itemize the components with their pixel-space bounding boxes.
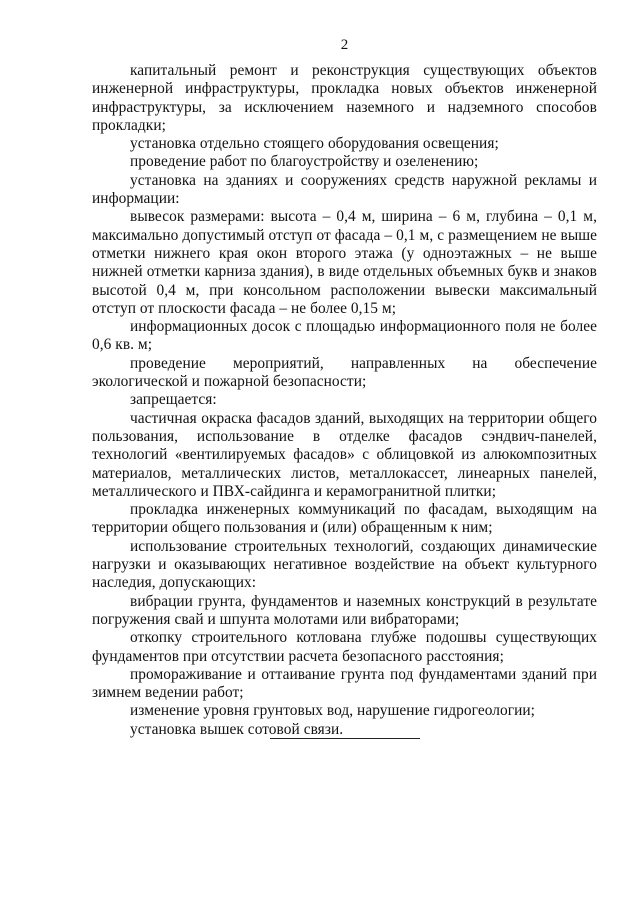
paragraph-excavation: откопку строительного котлована глубже подошвы существующих фундаментов при отсутствии расчета безопасного расстояния; — [92, 629, 597, 665]
paragraph-lighting-equipment: установка отдельно стоящего оборудования освещения; — [130, 135, 499, 153]
paragraph-prohibited-heading: запрещается: — [130, 391, 217, 409]
page-number: 2 — [340, 37, 349, 53]
paragraph-safety-measures: проведение мероприятий, направленных на обеспечение экологической и пожарной безопасности; — [92, 354, 597, 391]
paragraph-outdoor-advertising: установка на зданиях и сооружениях средств наружной рекламы и информации: — [92, 171, 597, 208]
document-page — [92, 36, 597, 739]
paragraph-facade-utilities: прокладка инженерных коммуникаций по фасадам, выходящим на территории общего пользования и (или) обращенным к ним; — [92, 501, 597, 537]
paragraph-groundwater: изменение уровня грунтовых вод, нарушение гидрогеологии; — [130, 702, 535, 720]
paragraph-signboards: вывесок размерами: высота – 0,4 м, ширина – 6 м, глубина – 0,1 м, максимально допустимый отступ от фасада – 0,1 м, с размещением не выше отметки нижнего края окон второго этажа (у одноэтажных – не выше нижней отметки карниза здания), в виде отдельных объемных букв и знаков высотой 0,4 м, при консольном расположении вывески максимальный отступ от плоскости фасада – не более 0,15 м; — [92, 208, 597, 317]
paragraph-repair-infrastructure: капитальный ремонт и реконструкция существующих объектов инженерной инфраструктуры, прокладка новых объектов инженерной инфраструктуры, за исключением наземного и надземного способов прокладки; — [92, 62, 597, 134]
paragraph-ground-freezing: промораживание и оттаивание грунта под фундаментами зданий при зимнем ведении работ; — [92, 665, 597, 702]
paragraph-cell-towers: установка вышек сотовой связи. — [130, 720, 344, 738]
paragraph-landscaping: проведение работ по благоустройству и озеленению; — [130, 153, 479, 171]
paragraph-ground-vibration: вибрации грунта, фундаментов и наземных конструкций в результате погружения свай и шпунта молотами или вибраторами; — [92, 592, 597, 628]
paragraph-construction-technologies: использование строительных технологий, создающих динамические нагрузки и оказывающих негативное воздействие на объект культурного наследия, допускающих: — [92, 537, 597, 592]
footer-divider — [270, 738, 420, 739]
paragraph-facade-painting: частичная окраска фасадов зданий, выходящих на территории общего пользования, использование в отделке фасадов сэндвич-панелей, технологий «вентилируемых фасадов» с облицовкой из алюкомпозитных материалов, металлических листов, металлокассет, линеарных панелей, металлического и ПВХ-сайдинга и керамогранитной плитки; — [92, 409, 597, 500]
paragraph-information-boards: информационных досок с площадью информационного поля не более 0,6 кв. м; — [92, 318, 597, 354]
